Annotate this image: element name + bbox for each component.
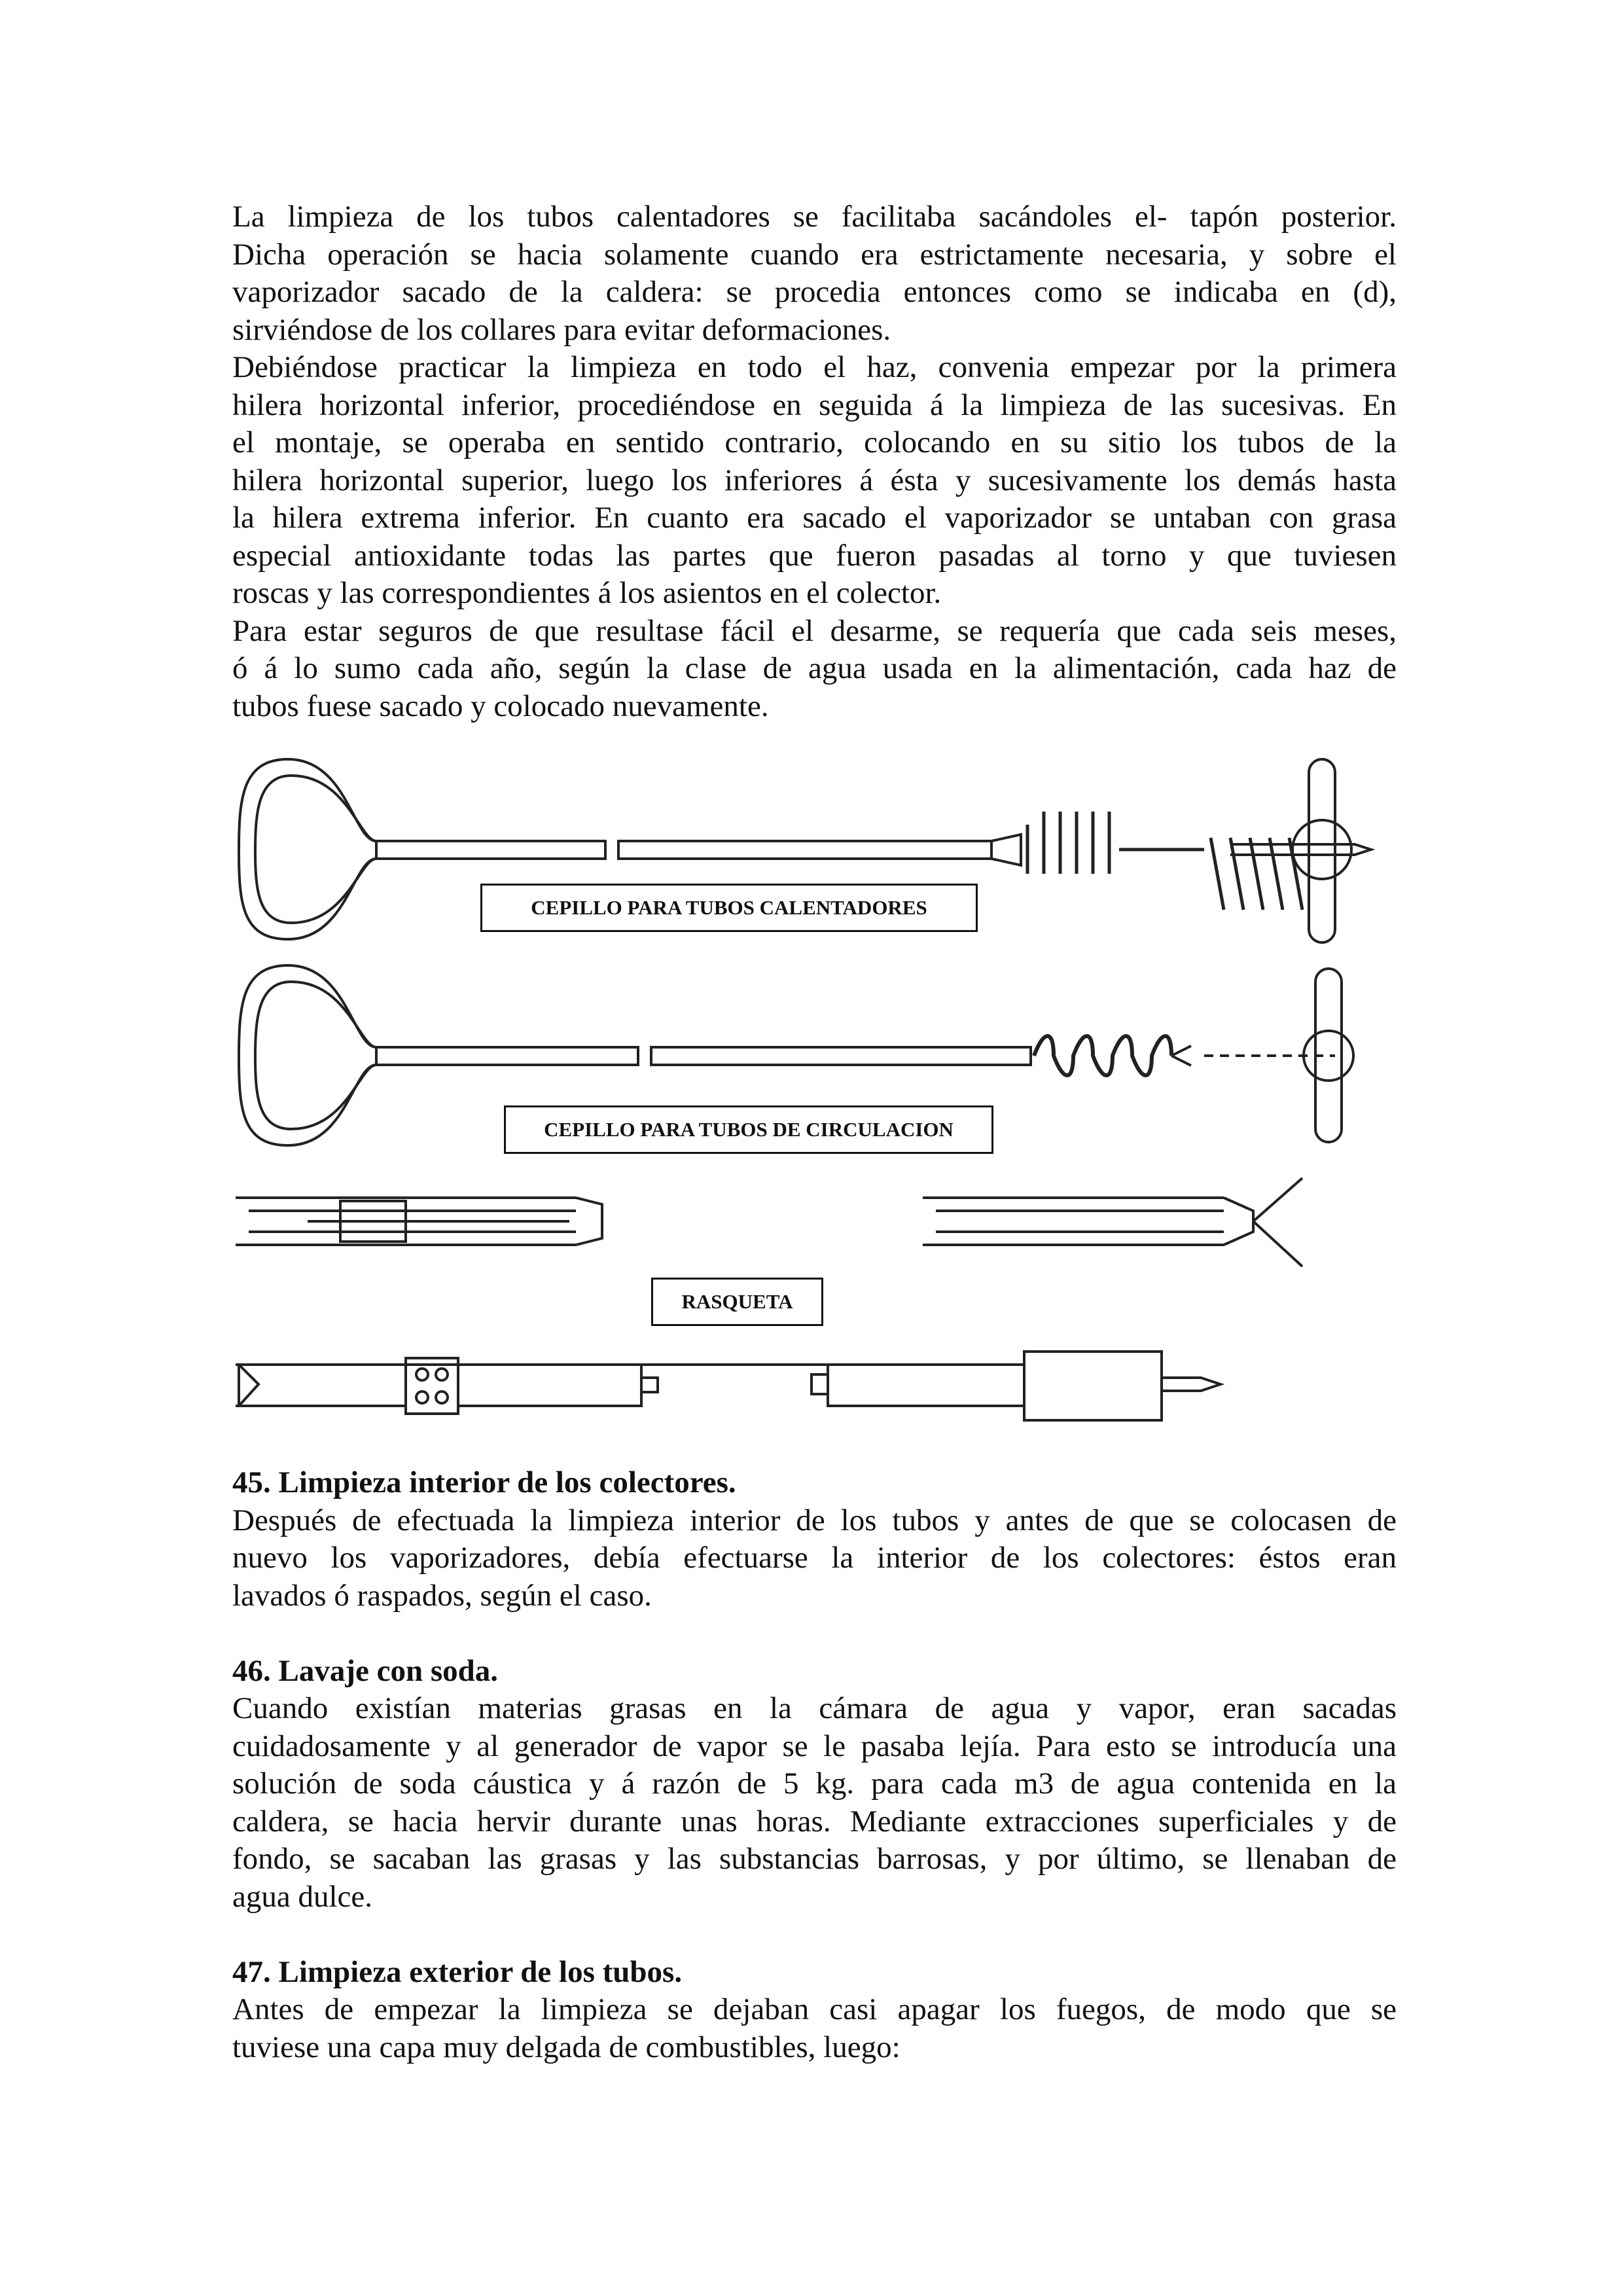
text-line: vaporizador sacado de la caldera: se procedia entonces como se indicaba en (d), <box>232 275 1397 309</box>
tools-illustration <box>223 746 1407 1440</box>
text-line: Dicha operación se hacia solamente cuando era estrictamente necesaria, y sobre el <box>232 237 1397 272</box>
text-line: Después de efectuada la limpieza interior de los tubos y antes de que se colocasen de <box>232 1503 1397 1537</box>
section-heading: 46. Lavaje con soda. <box>232 1653 499 1688</box>
text-line: solución de soda cáustica y á razón de 5 kg. para cada m3 de agua contenida en la <box>232 1767 1397 1801</box>
sections-text <box>232 1464 1397 2066</box>
section-heading: 45. Limpieza interior de los colectores. <box>232 1465 736 1499</box>
text-line: la hilera extrema inferior. En cuanto era sacado el vaporizador se untaban con grasa <box>232 501 1397 535</box>
figure-label-rasqueta: RASQUETA <box>651 1278 823 1326</box>
text-line: especial antioxidante todas las partes que fueron pasadas al torno y que tuviesen <box>232 538 1397 573</box>
text-line: lavados ó raspados, según el caso. <box>232 1578 652 1613</box>
text-line: tuviese una capa muy delgada de combustibles, luego: <box>232 2030 901 2064</box>
figure-label-circulacion: CEPILLO PARA TUBOS DE CIRCULACION <box>504 1105 993 1154</box>
figure-label-calentadores: CEPILLO PARA TUBOS CALENTADORES <box>480 884 978 932</box>
text-line: Debiéndose practicar la limpieza en todo el haz, convenia empezar por la primera <box>232 350 1397 384</box>
text-line: Para estar seguros de que resultase fácil el desarme, se requería que cada seis meses, <box>232 613 1397 648</box>
rasqueta-detail-drawing <box>236 1352 1221 1420</box>
text-line: La limpieza de los tubos calentadores se facilitaba sacándoles el- tapón posterior. <box>232 200 1397 234</box>
text-line: Antes de empezar la limpieza se dejaban casi apagar los fuegos, de modo que se <box>232 1992 1397 2026</box>
text-line: cuidadosamente y al generador de vapor se le pasaba lejía. Para esto se introducía una <box>232 1729 1397 1763</box>
text-line: nuevo los vaporizadores, debía efectuarse la interior de los colectores: éstos eran <box>232 1541 1397 1575</box>
text-line: ó á lo sumo cada año, según la clase de agua usada en la alimentación, cada haz de <box>232 651 1397 685</box>
intro-text <box>232 198 1397 725</box>
text-line: agua dulce. <box>232 1879 373 1914</box>
text-line: roscas y las correspondientes á los asientos en el colector. <box>232 576 942 610</box>
text-line: sirviéndose de los collares para evitar deformaciones. <box>232 312 891 347</box>
tools-figure <box>223 746 1407 1440</box>
text-line: caldera, se hacia hervir durante unas horas. Mediante extracciones superficiales y de <box>232 1804 1397 1839</box>
text-line: fondo, se sacaban las grasas y las substancias barrosas, y por último, se llenaban de <box>232 1842 1397 1876</box>
rasqueta-drawing <box>236 1178 1302 1266</box>
text-line: el montaje, se operaba en sentido contrario, colocando en su sitio los tubos de la <box>232 425 1397 459</box>
section-heading: 47. Limpieza exterior de los tubos. <box>232 1954 683 1989</box>
text-line: hilera horizontal superior, luego los inferiores á ésta y sucesivamente los demás hasta <box>232 463 1397 497</box>
text-line: tubos fuese sacado y colocado nuevamente. <box>232 689 769 723</box>
text-line: Cuando existían materias grasas en la cámara de agua y vapor, eran sacadas <box>232 1691 1397 1725</box>
text-line: hilera horizontal inferior, procediéndose en seguida á la limpieza de las sucesivas. En <box>232 387 1397 422</box>
